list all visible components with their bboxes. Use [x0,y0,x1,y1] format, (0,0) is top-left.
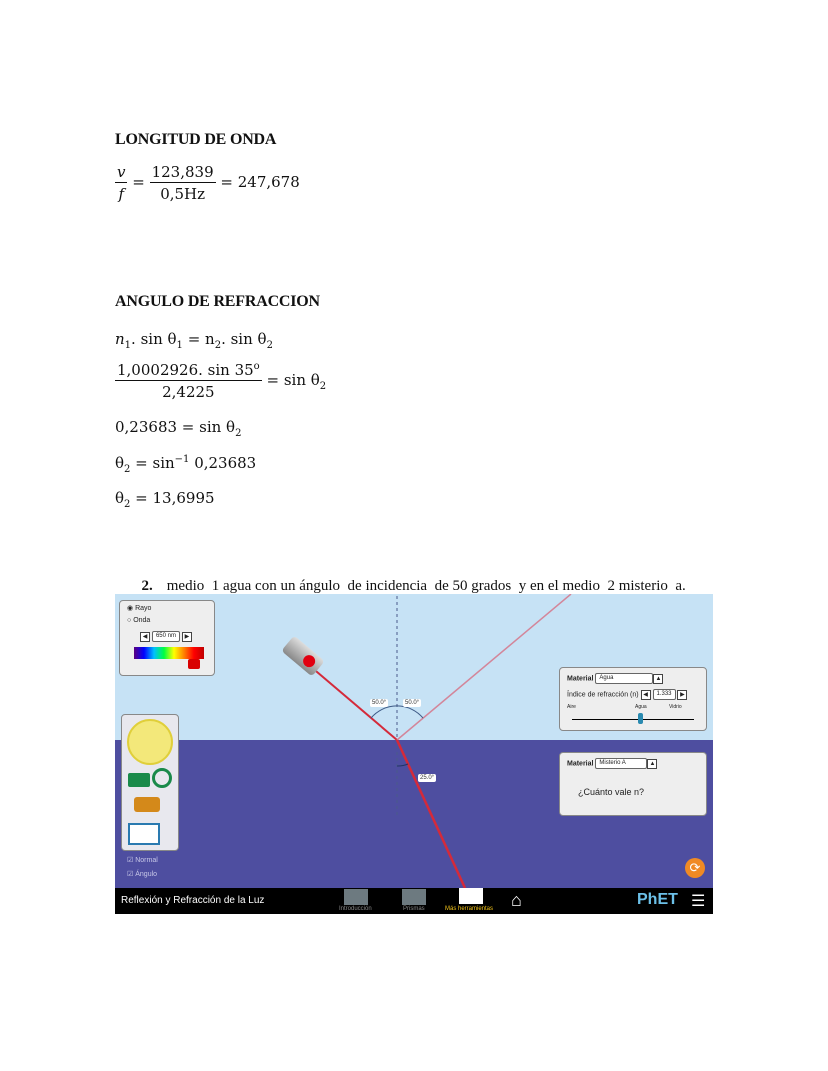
medium-2-material-panel: Material Misterio A ▲ ¿Cuánto vale n? [559,752,707,816]
mystery-question: ¿Cuánto vale n? [578,787,645,797]
speed-meter-icon[interactable] [134,797,160,812]
sim-title: Reflexión y Refracción de la Luz [121,895,265,906]
light-type-panel [119,600,215,676]
incident-angle-label: 50.0° [372,700,387,706]
index-decrease-button[interactable]: ◀ [641,690,651,700]
wavelength-increase-button[interactable]: ▶ [182,632,192,642]
snell-law-equation: $n_1$. $\sin \theta_1 = n_2$. $\sin \theta_2$ [115,330,273,351]
tab-more-tools-icon[interactable] [459,888,483,904]
substitution-equation: $\frac{1,0002926. \sin 35^o}{2,4225}$ = $\sin \theta_2$ [117,361,327,401]
phet-simulation [115,594,713,914]
wave-radio[interactable]: ○ Onda [127,617,151,624]
tab-prisms-icon[interactable] [402,889,426,905]
index-slider-thumb[interactable] [638,713,643,724]
protractor-icon[interactable] [127,719,173,765]
laser-button-icon[interactable] [301,653,318,670]
navigation-bar [115,888,713,914]
refraction-heading: ANGULO DE REFRACCION [115,293,320,310]
problem-item-2: 2. medio 1 agua con un ángulo de incidencia de 50 grados y en el medio 2 misterio a. [141,578,686,594]
angle-checkbox[interactable]: ☑ Ángulo [127,871,158,878]
medium-2-material-select[interactable]: Misterio A [595,758,647,769]
wavelength-decrease-button[interactable]: ◀ [140,632,150,642]
tab-more-tools[interactable]: Más herramientas [445,906,494,912]
home-icon[interactable]: ⌂ [511,890,522,910]
phet-logo[interactable]: PhET [637,891,678,908]
wavelength-slider-thumb[interactable] [188,659,200,669]
arcsine-equation: $\theta_2 = \sin^{-1} 0,23683$ [115,454,257,475]
result-equation: $\theta_2 = 13,6995$ [115,489,215,510]
intensity-sensor-icon[interactable] [152,768,172,788]
wavelength-value: 650 nm [152,631,180,642]
tab-intro[interactable]: Introducción [339,906,372,912]
reflected-angle-label: 50.0° [405,700,420,706]
refracted-angle-label: 25.0° [420,775,435,781]
index-increase-button[interactable]: ▶ [677,690,687,700]
wavelength-equation: $\frac{v}{f}$ = $\frac{123,839}{0,5Hz}$ = 247,678 [117,163,300,203]
medium-1-material-select[interactable]: Agua [595,673,653,684]
sine-value-equation: $0,23683 = \sin \theta_2$ [115,418,242,439]
reset-button[interactable]: ⟳ [685,858,705,878]
medium-1-material-panel: Material Agua ▲ Índice de refracción (n) ◀ 1.333 ▶ Aire Agua Vidrio [559,667,707,731]
wavelength-heading: LONGITUD DE ONDA [115,131,277,148]
normal-checkbox[interactable]: ☑ Normal [127,857,158,864]
index-value: 1.333 [653,689,676,700]
menu-icon[interactable]: ☰ [691,893,706,910]
toolbox-panel [121,714,179,851]
ray-radio[interactable]: ◉ Rayo [127,605,152,612]
index-slider-track[interactable] [572,719,694,720]
tab-intro-icon[interactable] [344,889,368,905]
tab-prisms[interactable]: Prismas [403,906,425,912]
time-graph-icon[interactable] [128,823,160,845]
intensity-meter-icon[interactable] [128,773,150,787]
wavelength-spectrum-slider[interactable] [134,647,204,659]
